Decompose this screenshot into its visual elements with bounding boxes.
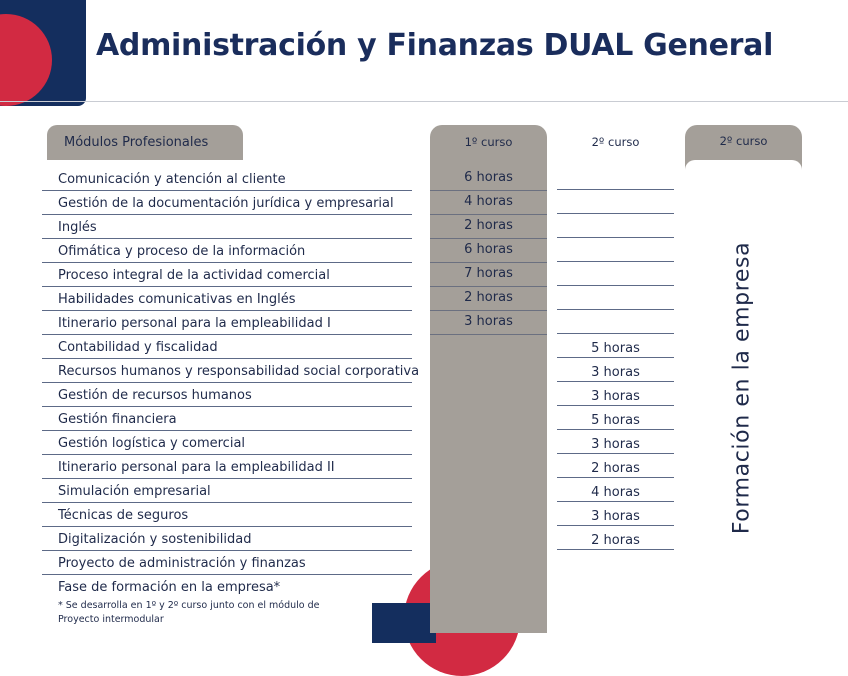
- module-name: Fase de formación en la empresa*: [58, 580, 281, 595]
- table-row: [42, 358, 420, 383]
- table-row: [42, 190, 412, 215]
- table-row: [42, 214, 412, 239]
- course1-row-divider: [430, 262, 547, 263]
- module-name: Digitalización y sostenibilidad: [58, 532, 252, 547]
- course1-row-divider: [430, 310, 547, 311]
- course2-hours: 3 horas: [591, 389, 640, 404]
- course2-row-divider: [557, 477, 674, 478]
- modules-header: [47, 125, 243, 160]
- work-training-label: Formación en la empresa: [729, 241, 755, 535]
- course2-row-divider: [557, 333, 674, 334]
- course2-hours: 4 horas: [591, 485, 640, 500]
- module-name: Habilidades comunicativas en Inglés: [58, 292, 296, 307]
- course1-row-divider: [430, 286, 547, 287]
- course1-hours: 3 horas: [464, 314, 513, 329]
- table-row: [42, 430, 412, 455]
- decorative-navy-block-bottom: [372, 603, 436, 643]
- module-name: Comunicación y atención al cliente: [58, 172, 286, 187]
- table-row: [42, 454, 412, 479]
- table-row: [42, 550, 412, 575]
- course1-header: 1º curso: [464, 135, 513, 149]
- course2-header: 2º curso: [591, 135, 640, 149]
- course1-row-divider: [430, 334, 547, 335]
- table-row: [42, 286, 412, 311]
- course2-row-divider: [557, 285, 674, 286]
- course2-row-divider: [557, 525, 674, 526]
- course1-hours: 2 horas: [464, 290, 513, 305]
- module-name: Recursos humanos y responsabilidad social corporativa: [58, 364, 420, 379]
- title-divider: [0, 101, 848, 102]
- module-name: Ofimática y proceso de la información: [58, 244, 306, 259]
- course2-hours: 3 horas: [591, 365, 640, 380]
- course2-hours: 3 horas: [591, 437, 640, 452]
- table-row: [42, 310, 412, 335]
- course2-row-divider: [557, 261, 674, 262]
- module-name: Gestión de la documentación jurídica y empresarial: [58, 196, 394, 211]
- footnote-line-2: Proyecto intermodular: [58, 614, 164, 625]
- table-row: [42, 262, 412, 287]
- course1-hours: 6 horas: [464, 170, 513, 185]
- course2-row-divider: [557, 501, 674, 502]
- course1-row-divider: [430, 238, 547, 239]
- course2-row-divider: [557, 453, 674, 454]
- table-row: [42, 238, 412, 263]
- course2-row-divider: [557, 357, 674, 358]
- module-name: Contabilidad y fiscalidad: [58, 340, 218, 355]
- module-name: Gestión de recursos humanos: [58, 388, 252, 403]
- course2-hours: 5 horas: [591, 413, 640, 428]
- course2-hours: 3 horas: [591, 509, 640, 524]
- course1-hours: 6 horas: [464, 242, 513, 257]
- module-name: Inglés: [58, 220, 97, 235]
- table-row: [42, 502, 412, 527]
- table-row: [42, 166, 412, 191]
- course1-hours: 7 horas: [464, 266, 513, 281]
- module-name: Itinerario personal para la empleabilidad II: [58, 460, 335, 475]
- module-name: Itinerario personal para la empleabilidad I: [58, 316, 331, 331]
- course2-row-divider: [557, 429, 674, 430]
- module-name: Gestión financiera: [58, 412, 177, 427]
- footnote: [58, 599, 320, 627]
- course2-row-divider: [557, 189, 674, 190]
- module-name: Proyecto de administración y finanzas: [58, 556, 306, 571]
- course2-row-divider: [557, 213, 674, 214]
- course2-row-divider: [557, 405, 674, 406]
- footnote-line-1: * Se desarrolla en 1º y 2º curso junto con el módulo de: [58, 600, 320, 611]
- table-row: [42, 334, 412, 359]
- course2-dual-header: 2º curso: [719, 134, 768, 148]
- module-name: Técnicas de seguros: [58, 508, 189, 523]
- course2-row-divider: [557, 309, 674, 310]
- course1-hours: 2 horas: [464, 218, 513, 233]
- page-title: Administración y Finanzas DUAL General: [96, 28, 774, 63]
- table-row: [42, 406, 412, 431]
- course2-row-divider: [557, 549, 674, 550]
- table-row: [42, 526, 412, 551]
- course2-hours: 2 horas: [591, 461, 640, 476]
- table-row: [42, 478, 412, 503]
- modules-header-label: Módulos Profesionales: [64, 135, 209, 150]
- course1-row-divider: [430, 190, 547, 191]
- course2-row-divider: [557, 381, 674, 382]
- course1-row-divider: [430, 214, 547, 215]
- table-row: [42, 574, 412, 598]
- module-name: Gestión logística y comercial: [58, 436, 246, 451]
- course2-hours: 2 horas: [591, 533, 640, 548]
- course2-row-divider: [557, 237, 674, 238]
- course2-hours: 5 horas: [591, 341, 640, 356]
- course1-hours: 4 horas: [464, 194, 513, 209]
- module-name: Proceso integral de la actividad comercial: [58, 268, 330, 283]
- table-row: [42, 382, 412, 407]
- module-name: Simulación empresarial: [58, 484, 211, 499]
